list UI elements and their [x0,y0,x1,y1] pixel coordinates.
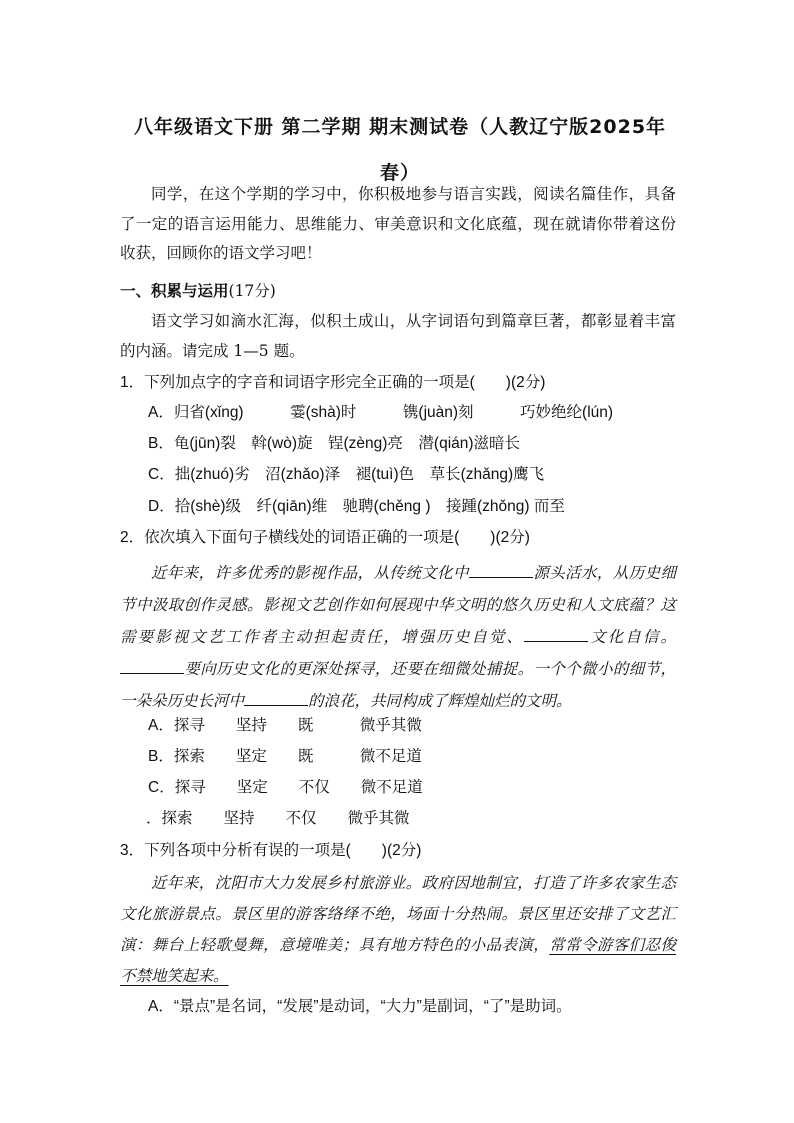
passage-text: 源头活水，从历史细节中汲取创作灵感。影视文艺创作如何展现中华文明的悠久历史和人文底蕴？这需要影视文艺工作者主动担起责任，增强历史自觉、 [120,564,676,646]
question-2-passage [120,557,676,717]
question-1-stem: 1．下列加点字的字音和词语字形完全正确的一项是( )(2分) [120,374,546,391]
passage-text: 要向历史文化的更深处探寻，还要在细微处捕捉。一个个微小的细节，一朵朵历史长河中 [120,660,676,710]
question-2-option-b: B．探索 坚定 既 微不足道 [148,748,422,765]
question-3-stem: 3．下列各项中分析有误的一项是( )(2分) [120,842,422,859]
question-2-option-c: C．探寻 坚定 不仅 微不足道 [148,779,423,796]
question-1-option-b: B．龟(jūn)裂 斡(wò)旋 锃(zèng)亮 潜(qián)滋暗长 [148,435,521,452]
question-3-option-a: A．“景点”是名词，“发展”是动词，“大力”是副词，“了”是助词。 [148,998,572,1015]
page-title: 八年级语文下册 第二学期 期末测试卷（人教辽宁版2025年春） [133,116,667,184]
section-heading-label: 一、积累与运用 [120,282,229,300]
section-score: (17分) [228,282,276,300]
fill-blank-4[interactable] [244,689,308,706]
fill-blank-3[interactable] [120,657,184,674]
question-2-option-a: A．探寻 坚持 既 微乎其微 [148,717,422,734]
question-2-stem: 2．依次填入下面句子横线处的词语正确的一项是( )(2分) [120,529,530,546]
question-3-passage [120,868,676,992]
question-1-option-c: C．拙(zhuó)劣 沼(zhǎo)泽 褪(tuì)色 草长(zhǎng)鹰飞 [148,466,545,483]
question-2-option-d: ．探索 坚持 不仅 微乎其微 [146,810,410,827]
passage-text: 近年来，沈阳市大力发展乡村旅游业。政府因地制宜，打造了许多农家生态文化旅游景点。景区里的游客络绎不绝，场面十分热闹。景区里还安排了文艺汇演：舞台上轻歌曼舞，意境唯美；具有地方特色的小品表演， [120,874,676,954]
fill-blank-1[interactable] [469,561,533,578]
intro-paragraph: 同学，在这个学期的学习中，你积极地参与语言实践，阅读名篇佳作，具备了一定的语言运用能力、思维能力、审美意识和文化底蕴，现在就请你带着这份收获，回顾你的语文学习吧！ [120,185,676,262]
underlined-sentence: 常常令游客们忍俊不禁地笑起来。 [120,936,676,985]
section-heading [120,279,276,301]
question-1-option-d: D．拾(shè)级 纤(qiān)维 驰聘(chěng ) 接踵(zhǒng) 而至 [148,498,565,515]
passage-text: 文化自信。 [588,628,676,646]
passage-text: 近年来，许多优秀的影视作品，从传统文化中 [151,564,469,582]
passage-text: 的浪花，共同构成了辉煌灿烂的文明。 [308,692,572,710]
fill-blank-2[interactable] [524,625,588,642]
question-1-option-a: A．归省(xǐng) 霎(shà)时 镌(juàn)刻 巧妙绝纶(lún) [148,404,614,421]
section-lead: 语文学习如滴水汇海，似积土成山，从字词语句到篇章巨著，都彰显着丰富的内涵。请完成 1—5 题。 [120,312,676,360]
